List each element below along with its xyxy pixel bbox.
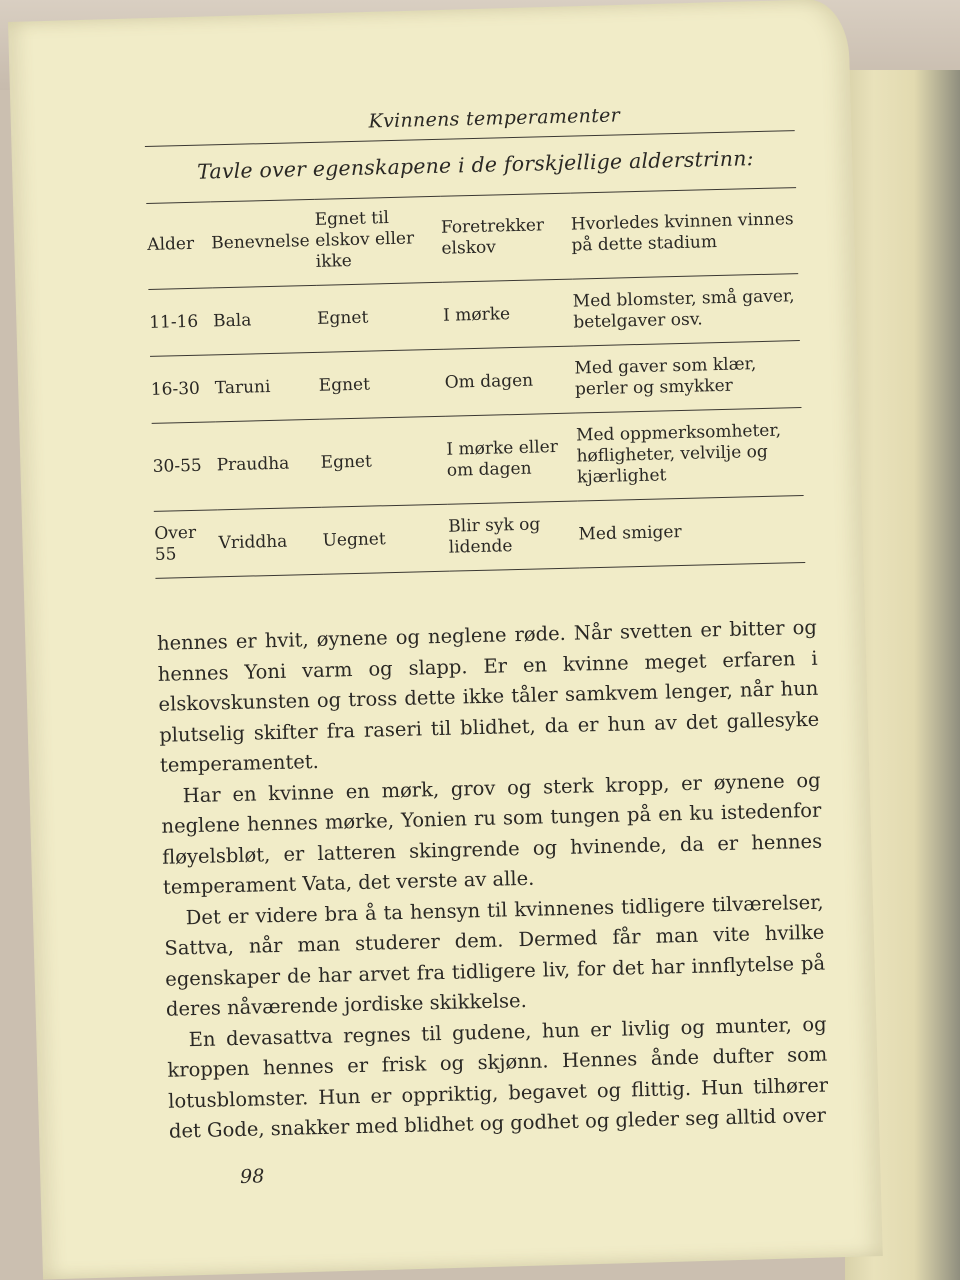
paragraph: hennes er hvit, øynene og neglene røde. Når svetten er bitter og hennes Yoni varm og slapp. Er en kvinne meget erfaren i elskovskunsten og tross dette ikke tåler samkvem lenger, når hun plutselig skifter fra raseri til blidhet, da er hun av det gallesyke temperamentet.: [156, 615, 820, 777]
cell-name: Vriddha: [218, 531, 288, 553]
cell-fit: Egnet: [320, 451, 373, 473]
header-fit: Egnet til elskov eller ikke: [314, 208, 415, 272]
body-text: [157, 613, 829, 1147]
cell-name: Bala: [212, 309, 252, 331]
page-number: 98: [239, 1164, 265, 1188]
cell-name: Praudha: [216, 453, 290, 476]
page-content: [144, 94, 830, 1189]
cell-age: 30-55: [152, 455, 202, 477]
cell-fit: Uegnet: [322, 528, 386, 551]
cell-preference: I mørke: [442, 303, 511, 326]
cell-age: Over 55: [154, 522, 197, 565]
running-head: Kvinnens temperamenter: [368, 104, 621, 133]
cell-how: Med smiger: [578, 521, 682, 545]
cell-preference: Blir syk og lidende: [448, 514, 541, 558]
cell-preference: I mørke eller om dagen: [446, 436, 559, 481]
cell-how: Med blomster, små gaver, betelgaver osv.: [572, 286, 795, 333]
table-title: Tavle over egenskapene i de forskjellige alderstrinn:: [196, 146, 754, 184]
paragraph: En devasattva regnes til gudene, hun er livlig og munter, og kroppen hennes er frisk og skjønn. Hennes ånde dufter som lotusblomster. Hun er oppriktig, begavet og flittig. Hun tilhører det Gode, snakker med blidhet og godhet og gleder seg alltid over: [167, 1012, 829, 1143]
table-row: [152, 408, 804, 512]
cell-age: 11-16: [148, 311, 199, 333]
cell-how: Med gaver som klær, perler og smykker: [574, 354, 757, 400]
cell-how: Med oppmerksomheter, høfligheter, velvilje og kjærlighet: [575, 420, 782, 488]
header-name: Benevnelse: [211, 230, 310, 254]
paragraph: Det er videre bra å ta hensyn til kvinnenes tidligere tilværelser, Sattva, når man studerer dem. Dermed får man vite hvilke egenskaper de har arvet fra tidligere liv, for det har innflytelse på deres nåværende jordiske skikkelse.: [164, 890, 826, 1021]
cell-name: Taruni: [214, 376, 271, 398]
cell-preference: Om dagen: [444, 370, 534, 393]
age-table: [146, 187, 805, 579]
cell-age: 16-30: [150, 378, 201, 400]
header-how: Hvorledes kvinnen vinnes på dette stadium: [570, 208, 794, 256]
cell-fit: Egnet: [318, 374, 371, 396]
paragraph: Har en kvinne en mørk, grov og sterk kropp, er øynene og neglene hennes mørke, Yonien ru som tungen på en ku istedenfor fløyelsbløt, er latteren skingrende og hvinende, da er hennes temperament Vata, det verste av alle.: [161, 768, 823, 899]
cell-fit: Egnet: [316, 307, 369, 329]
header-age: Alder: [147, 233, 195, 255]
table-header-row: [146, 188, 798, 290]
header-preference: Foretrekker elskov: [440, 214, 545, 259]
